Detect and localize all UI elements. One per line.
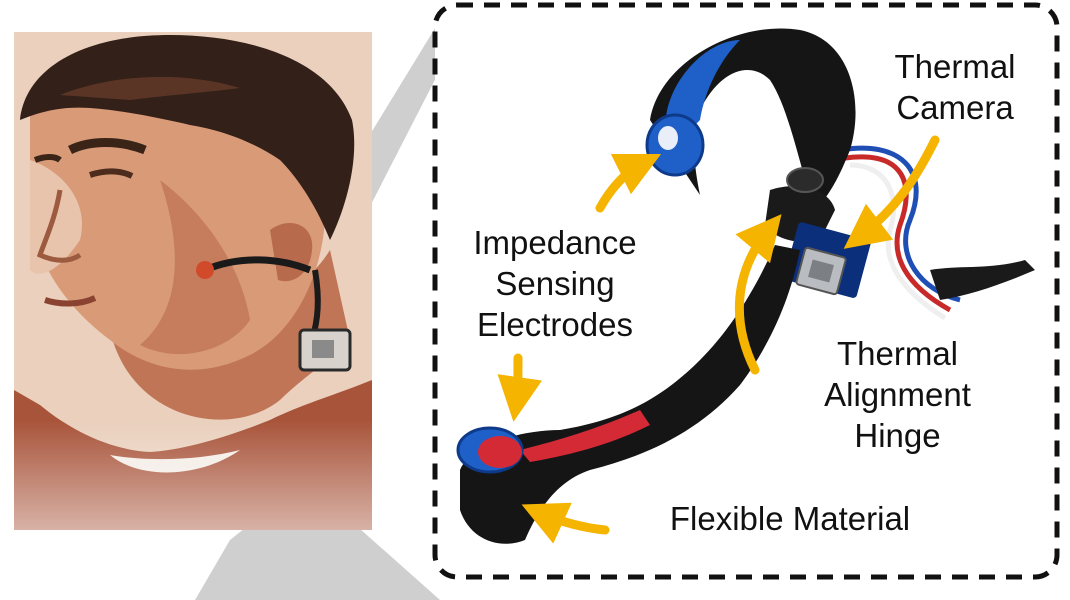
label-line: Alignment <box>824 376 971 413</box>
label-line: Sensing <box>495 265 615 302</box>
arrow-electrode-bottom <box>516 358 518 404</box>
label-line: Flexible Material <box>669 500 911 537</box>
label-alignment-hinge <box>800 333 995 456</box>
label-thermal-camera <box>870 46 1040 128</box>
label-impedance-electrodes <box>450 222 660 345</box>
label-line: Thermal <box>836 335 959 372</box>
label-line: Thermal <box>894 48 1016 85</box>
label-line: Hinge <box>854 417 941 454</box>
label-line: Electrodes <box>477 306 633 343</box>
hinge-screw-icon <box>787 168 823 192</box>
label-line: Impedance <box>473 224 637 261</box>
label-flexible-material <box>640 498 940 539</box>
person-illustration <box>14 32 372 530</box>
label-line: Camera <box>896 89 1014 126</box>
